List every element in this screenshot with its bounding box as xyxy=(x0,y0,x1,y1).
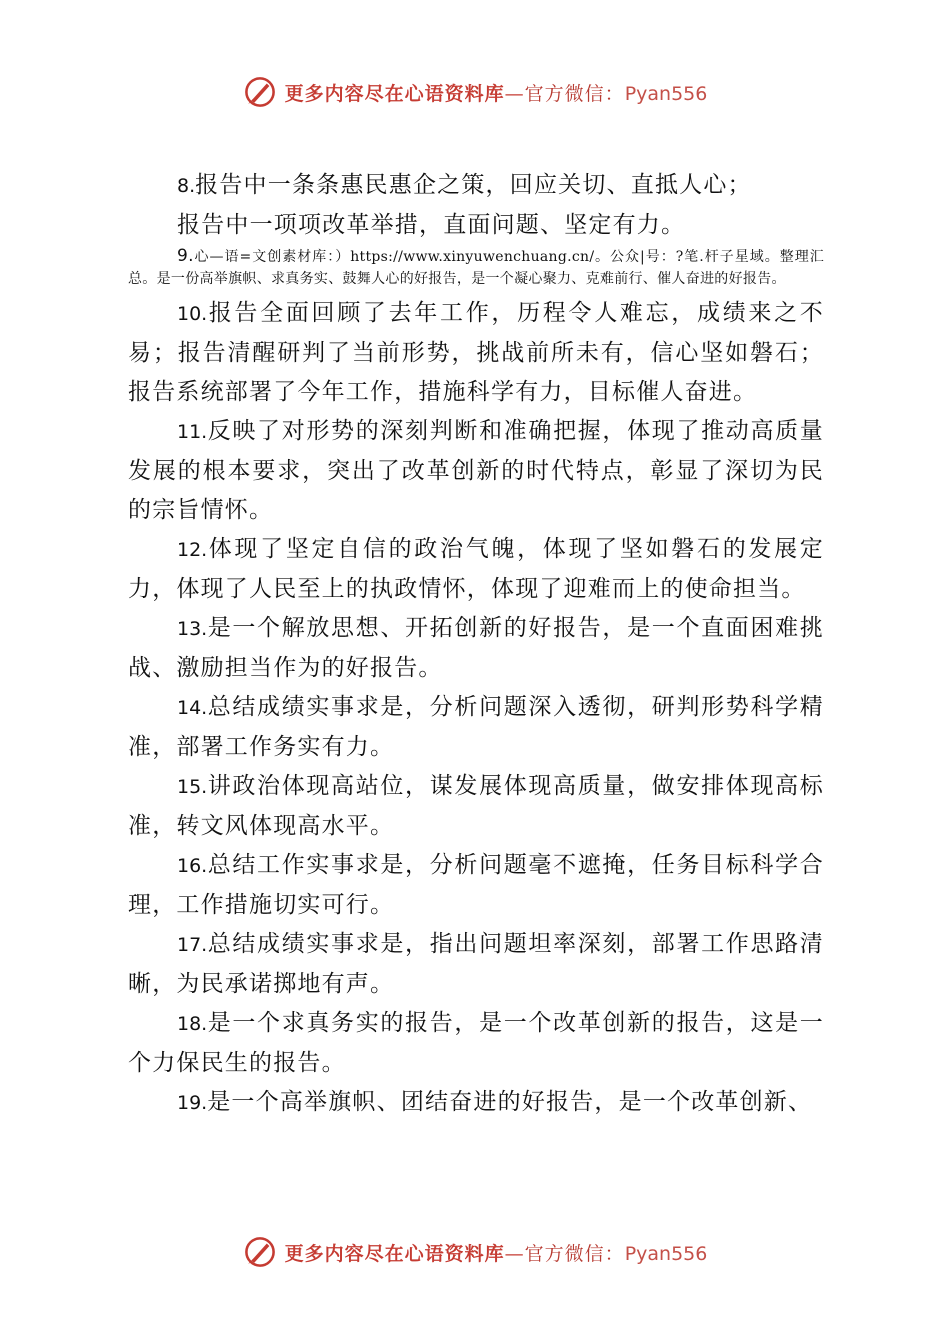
item-number: 12. xyxy=(177,539,208,561)
list-item xyxy=(128,206,824,245)
list-item xyxy=(128,245,824,290)
item-text: 总结成绩实事求是，指出问题坦率深刻，部署工作思路清晰，为民承诺掷地有声。 xyxy=(128,931,824,997)
header-brand: 更多内容尽在心语资料库 xyxy=(284,82,505,105)
item-text: 反映了对形势的深刻判断和准确把握，体现了推动高质量发展的根本要求，突出了改革创新的时代特点，彰显了深切为民的宗旨情怀。 xyxy=(128,418,824,523)
list-item xyxy=(128,294,824,412)
list-item xyxy=(128,1083,824,1123)
footer-wechat-label: 官方微信： xyxy=(524,1242,625,1265)
item-text: 报告中一条条惠民惠企之策，回应关切、直抵人心； xyxy=(195,172,752,198)
item-number: 16. xyxy=(177,855,208,877)
list-item xyxy=(128,846,824,925)
item-text: 报告中一项项改革举措，直面问题、坚定有力。 xyxy=(177,212,686,238)
item-number: 13. xyxy=(177,618,208,640)
list-item xyxy=(128,1004,824,1083)
list-item xyxy=(128,925,824,1004)
item-number: 10. xyxy=(177,303,208,325)
header-text xyxy=(285,79,708,106)
item-number: 17. xyxy=(177,934,208,956)
item-number: 18. xyxy=(177,1013,208,1035)
pen-logo-icon xyxy=(243,1235,277,1269)
item-number: 15. xyxy=(177,776,208,798)
footer-dash: — xyxy=(504,1242,525,1265)
list-item xyxy=(128,609,824,688)
item-number: 9. xyxy=(177,246,194,266)
header-dash: — xyxy=(504,82,525,105)
item-text: 体现了坚定自信的政治气魄，体现了坚如磐石的发展定力，体现了人民至上的执政情怀，体现了迎难而上的使命担当。 xyxy=(128,536,824,602)
list-item xyxy=(128,412,824,530)
footer-watermark xyxy=(0,1232,950,1272)
item-number: 19. xyxy=(177,1092,208,1114)
list-item xyxy=(128,688,824,767)
header-watermark xyxy=(0,72,950,112)
item-number: 14. xyxy=(177,697,208,719)
header-wechat-label: 官方微信： xyxy=(524,82,625,105)
list-item xyxy=(128,166,824,206)
item-text: 总结工作实事求是，分析问题毫不遮掩，任务目标科学合理，工作措施切实可行。 xyxy=(128,852,824,918)
list-item xyxy=(128,530,824,609)
pen-logo-icon xyxy=(243,75,277,109)
footer-text xyxy=(285,1239,708,1266)
item-text: 是一个高举旗帜、团结奋进的好报告，是一个改革创新、 xyxy=(207,1089,813,1115)
footer-wechat-id: Pyan556 xyxy=(624,1242,708,1265)
item-number: 8. xyxy=(177,175,196,197)
header-wechat-id: Pyan556 xyxy=(624,82,708,105)
item-text: 是一个求真务实的报告，是一个改革创新的报告，这是一个力保民生的报告。 xyxy=(128,1010,824,1076)
item-text: 总结成绩实事求是，分析问题深入透彻，研判形势科学精准，部署工作务实有力。 xyxy=(128,694,824,760)
footer-brand: 更多内容尽在心语资料库 xyxy=(284,1242,505,1265)
document-body xyxy=(128,166,824,1123)
item-number: 11. xyxy=(177,421,208,443)
item-text: 报告全面回顾了去年工作，历程令人难忘，成绩来之不易；报告清醒研判了当前形势，挑战前所未有，信心坚如磐石；报告系统部署了今年工作，措施科学有力，目标催人奋进。 xyxy=(128,300,824,405)
list-item xyxy=(128,767,824,846)
item-text: 是一个解放思想、开拓创新的好报告，是一个直面困难挑战、激励担当作为的好报告。 xyxy=(128,615,824,681)
item-text: 讲政治体现高站位，谋发展体现高质量，做安排体现高标准，转文风体现高水平。 xyxy=(128,773,824,839)
item-text: 心—语=文创素材库：）https://www.xinyuwenchuang.cn/。公众|号：?笔.杆子星域。整理汇总。是一份高举旗帜、求真务实、鼓舞人心的好报告，是一个凝心聚力、克难前行、催人奋进的好报告。 xyxy=(128,249,824,287)
